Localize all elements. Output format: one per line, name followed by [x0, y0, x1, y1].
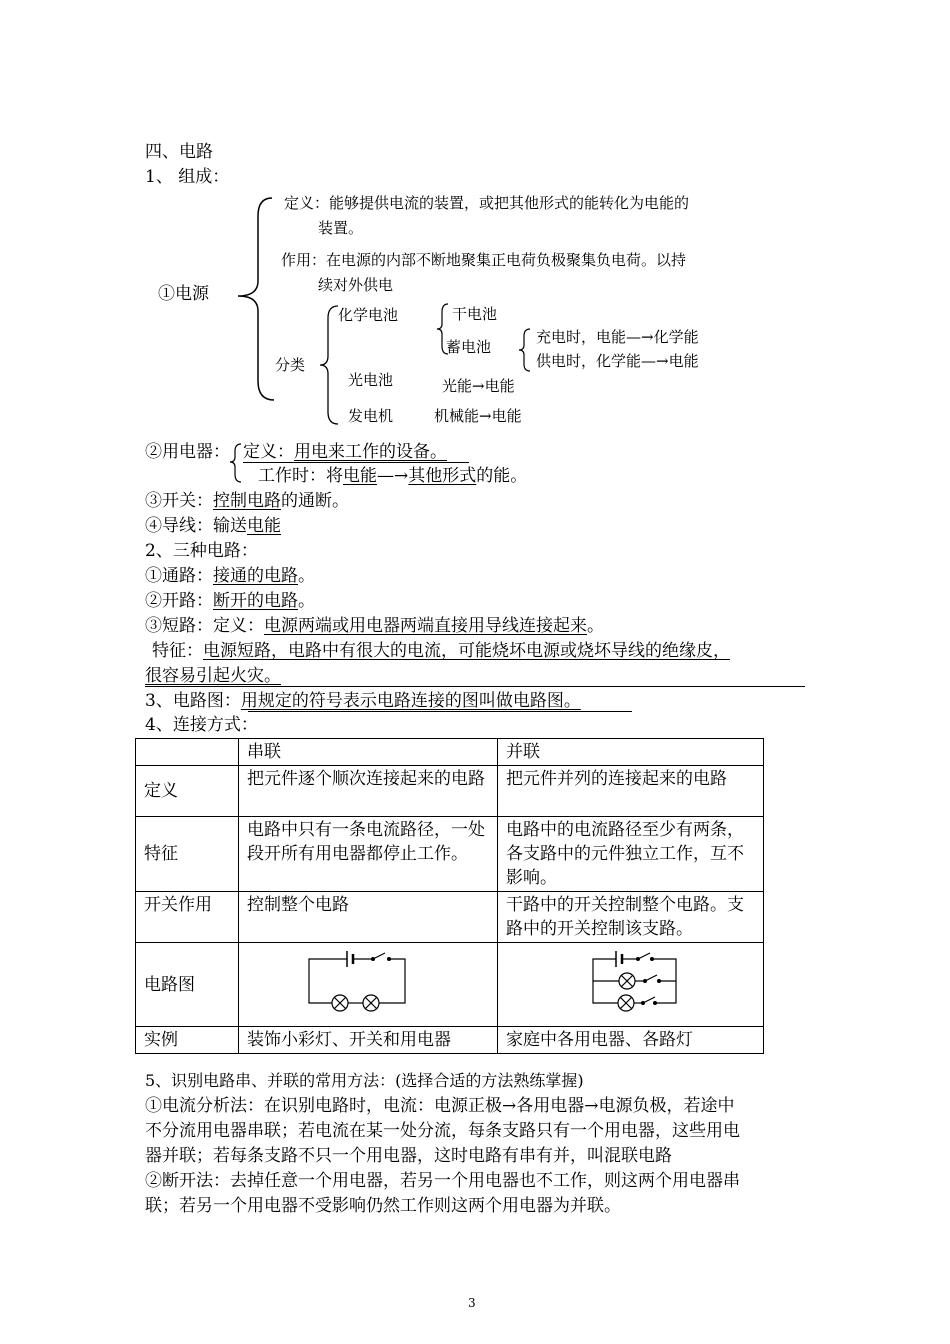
photocell-energy: 光能→电能 — [442, 377, 515, 395]
appliance-definition-rule — [243, 462, 469, 463]
series-diagram-cell — [239, 943, 498, 1027]
parallel-definition: 把元件并列的连接起来的电路 — [498, 766, 764, 817]
identify-heading: 5、识别电路串、并联的常用方法：(选择合适的方法熟练掌握) — [145, 1071, 584, 1090]
switch-line: ③开关：控制电路的通断。 — [145, 491, 349, 511]
main-switch-pivot — [636, 957, 640, 961]
diagram-definition: 3、电路图：用规定的符号表示电路连接的图叫做电路图。 — [145, 691, 581, 711]
comparison-table — [135, 738, 764, 1054]
supplying-line: 供电时，化学能—→电能 — [536, 352, 699, 370]
table-row — [136, 1027, 764, 1054]
branch2-switch-pivot — [641, 1001, 645, 1005]
appliance-work: 工作时：将电能—→其他形式的能。 — [258, 466, 528, 486]
parallel-feature: 电路中的电流路径至少有两条，各支路中的元件独立工作，互不影响。 — [498, 817, 764, 892]
definition-line2: 装置。 — [318, 219, 364, 237]
short-feature-line1: 特征：电源短路，电路中有很大的电流，可能烧坏电源或烧坏导线的绝缘皮， — [152, 641, 730, 661]
series-switch-pivot — [371, 957, 375, 961]
current-analysis-line2: 不分流用电器串联；若电流在某一处分流，每条支路只有一个用电器，这些用电 — [145, 1121, 740, 1141]
function-line2: 续对外供电 — [318, 276, 394, 294]
short-feature-rule — [145, 686, 805, 687]
chemical-battery: 化学电池 — [338, 306, 399, 324]
power-source-label: ①电源 — [158, 284, 209, 304]
table-row — [136, 892, 764, 943]
series-circuit-diagram — [239, 943, 497, 1019]
wire-line: ④导线：输送电能 — [145, 516, 281, 536]
photocell: 光电池 — [348, 371, 394, 389]
row-label-switch: 开关作用 — [136, 892, 239, 943]
function-line1: 作用：在电源的内部不断地聚集正电荷负极聚集负电荷。以持 — [281, 251, 687, 269]
parallel-diagram-cell — [498, 943, 764, 1027]
generator: 发电机 — [348, 407, 394, 425]
parallel-switch: 干路中的开关控制整个电路。支路中的开关控制该支路。 — [498, 892, 764, 943]
dry-cell: 干电池 — [452, 305, 498, 323]
section-title: 四、电路 — [145, 142, 213, 162]
row-label-diagram: 电路图 — [136, 943, 239, 1027]
open-circuit-line: ②开路：断开的电路。 — [145, 591, 315, 611]
definition-line1: 定义：能够提供电流的装置，或把其他形式的能转化为电能的 — [284, 194, 690, 212]
three-circuits-heading: 2、三种电路： — [145, 541, 258, 561]
short-feature-line2: 很容易引起火灾。 — [145, 666, 281, 686]
parallel-example: 家庭中各用电器、各路灯 — [498, 1027, 764, 1054]
closed-circuit-line: ①通路：接通的电路。 — [145, 566, 315, 586]
table-header-parallel: 并联 — [498, 739, 764, 766]
break-method-line1: ②断开法：去掉任意一个用电器，若另一个用电器也不工作，则这两个用电器串 — [145, 1171, 740, 1191]
connection-heading: 4、连接方式： — [145, 715, 258, 735]
appliance-brace — [229, 442, 243, 484]
power-source-brace — [228, 196, 278, 406]
generator-energy: 机械能→电能 — [434, 407, 522, 425]
page-number: 3 — [468, 1296, 476, 1310]
series-feature: 电路中只有一条电流路径，一处段开所有用电器都停止工作。 — [239, 817, 498, 892]
appliance-definition: 定义：用电来工作的设备。 — [243, 442, 447, 462]
table-row — [136, 817, 764, 892]
break-method-line2: 联；若另一个用电器不受影响仍然工作则这两个用电器为并联。 — [145, 1196, 621, 1216]
storage-battery: 蓄电池 — [446, 338, 492, 356]
series-switch-contact — [387, 957, 391, 961]
branch1-switch-contact — [657, 979, 661, 983]
table-row — [136, 943, 764, 1027]
table-header-blank — [136, 739, 239, 766]
parallel-circuit-diagram — [498, 943, 763, 1019]
table-header-series: 串联 — [239, 739, 498, 766]
current-analysis-line3: 器并联；若每条支路不只一个用电器，这时电路有串有并，叫混联电路 — [145, 1146, 672, 1166]
table-header-row — [136, 739, 764, 766]
row-label-feature: 特征 — [136, 817, 239, 892]
row-label-example: 实例 — [136, 1027, 239, 1054]
storage-brace — [518, 327, 534, 373]
short-circuit-line: ③短路：定义：电源两端或用电器两端直接用导线连接起来。 — [145, 616, 604, 636]
charging-line: 充电时，电能—→化学能 — [536, 328, 699, 346]
diagram-definition-rule — [248, 711, 632, 712]
series-definition: 把元件逐个顺次连接起来的电路 — [239, 766, 498, 817]
branch1-switch-pivot — [643, 979, 647, 983]
table-row — [136, 766, 764, 817]
main-switch-contact — [650, 957, 654, 961]
series-switch: 控制整个电路 — [239, 892, 498, 943]
appliance-label: ②用电器： — [145, 442, 230, 462]
classification-label: 分类 — [275, 356, 306, 374]
branch2-switch-contact — [653, 1001, 657, 1005]
composition-heading: 1、 组成： — [145, 167, 230, 187]
current-analysis-line1: ①电流分析法：在识别电路时，电流：电源正极→各用电器→电源负极，若途中 — [145, 1096, 735, 1116]
series-example: 装饰小彩灯、开关和用电器 — [239, 1027, 498, 1054]
row-label-definition: 定义 — [136, 766, 239, 817]
